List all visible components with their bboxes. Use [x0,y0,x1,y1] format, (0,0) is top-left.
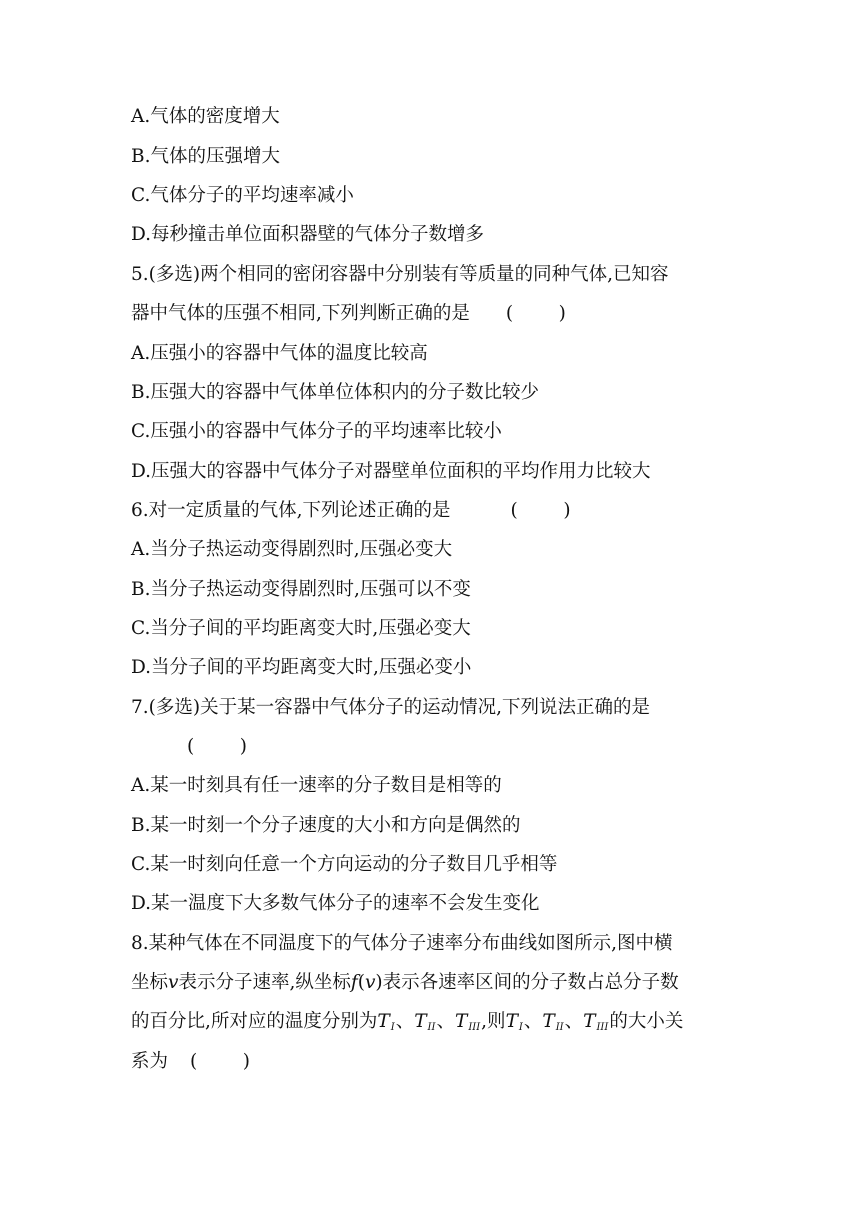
q7-option-d: D.某一温度下大多数气体分子的速率不会发生变化 [131,893,540,914]
q7-option-a: A.某一时刻具有任一速率的分子数目是相等的 [131,775,502,796]
q5-stem-line1: 5.(多选)两个相同的密闭容器中分别装有等质量的同种气体,已知容 [131,264,669,285]
q6-answer-blank: ( ) [510,500,571,521]
q5-answer-blank: ( ) [505,303,566,324]
q8-stem-line2: 坐标v表示分子速率,纵坐标f(v)表示各速率区间的分子数占总分子数 [131,972,679,993]
q7-option-c: C.某一时刻向任意一个方向运动的分子数目几乎相等 [131,854,558,875]
q4-option-a: A.气体的密度增大 [131,106,280,127]
q7-answer-blank: ( ) [187,736,247,757]
q5-option-b: B.压强大的容器中气体单位体积内的分子数比较少 [131,382,539,403]
function-symbol: f [350,972,358,993]
velocity-symbol: v [168,972,179,993]
q5-option-c: C.压强小的容器中气体分子的平均速率比较小 [131,421,502,442]
temperature-symbol: T [377,1011,390,1032]
q6-option-a: A.当分子热运动变得剧烈时,压强必变大 [131,539,453,560]
q6-option-c: C.当分子间的平均距离变大时,压强必变大 [131,618,471,639]
q5-stem-text: 器中气体的压强不相同,下列判断正确的是 [131,303,470,324]
q7-option-b: B.某一时刻一个分子速度的大小和方向是偶然的 [131,815,521,836]
q4-option-d: D.每秒撞击单位面积器壁的气体分子数增多 [131,224,485,245]
q5-stem-line2 [131,301,729,327]
q6-stem-text: 6.对一定质量的气体,下列论述正确的是 [131,500,451,521]
q7-answer-line [131,734,729,760]
q4-option-b: B.气体的压强增大 [131,146,280,167]
q5-option-a: A.压强小的容器中气体的温度比较高 [131,343,428,364]
q6-stem-line [131,498,729,524]
q6-option-b: B.当分子热运动变得剧烈时,压强可以不变 [131,579,471,600]
q8-stem-line3: 的百分比,所对应的温度分别为$T_I$、$T_{II}$、$T_{III}$,则$T_I$、$T_{II}$、$T_{III}$的大小关 [131,1011,684,1033]
q7-stem-line: 7.(多选)关于某一容器中气体分子的运动情况,下列说法正确的是 [131,697,650,718]
q6-option-d: D.当分子间的平均距离变大时,压强必变小 [131,657,472,678]
q8-stem-line4: 系为 ( ) [131,1049,729,1075]
q8-stem-line1: 8.某种气体在不同温度下的气体分子速率分布曲线如图所示,图中横 [131,933,673,954]
q4-option-c: C.气体分子的平均速率减小 [131,185,354,206]
q8-answer-blank: ( ) [190,1051,251,1072]
q5-option-d: D.压强大的容器中气体分子对器壁单位面积的平均作用力比较大 [131,461,651,482]
